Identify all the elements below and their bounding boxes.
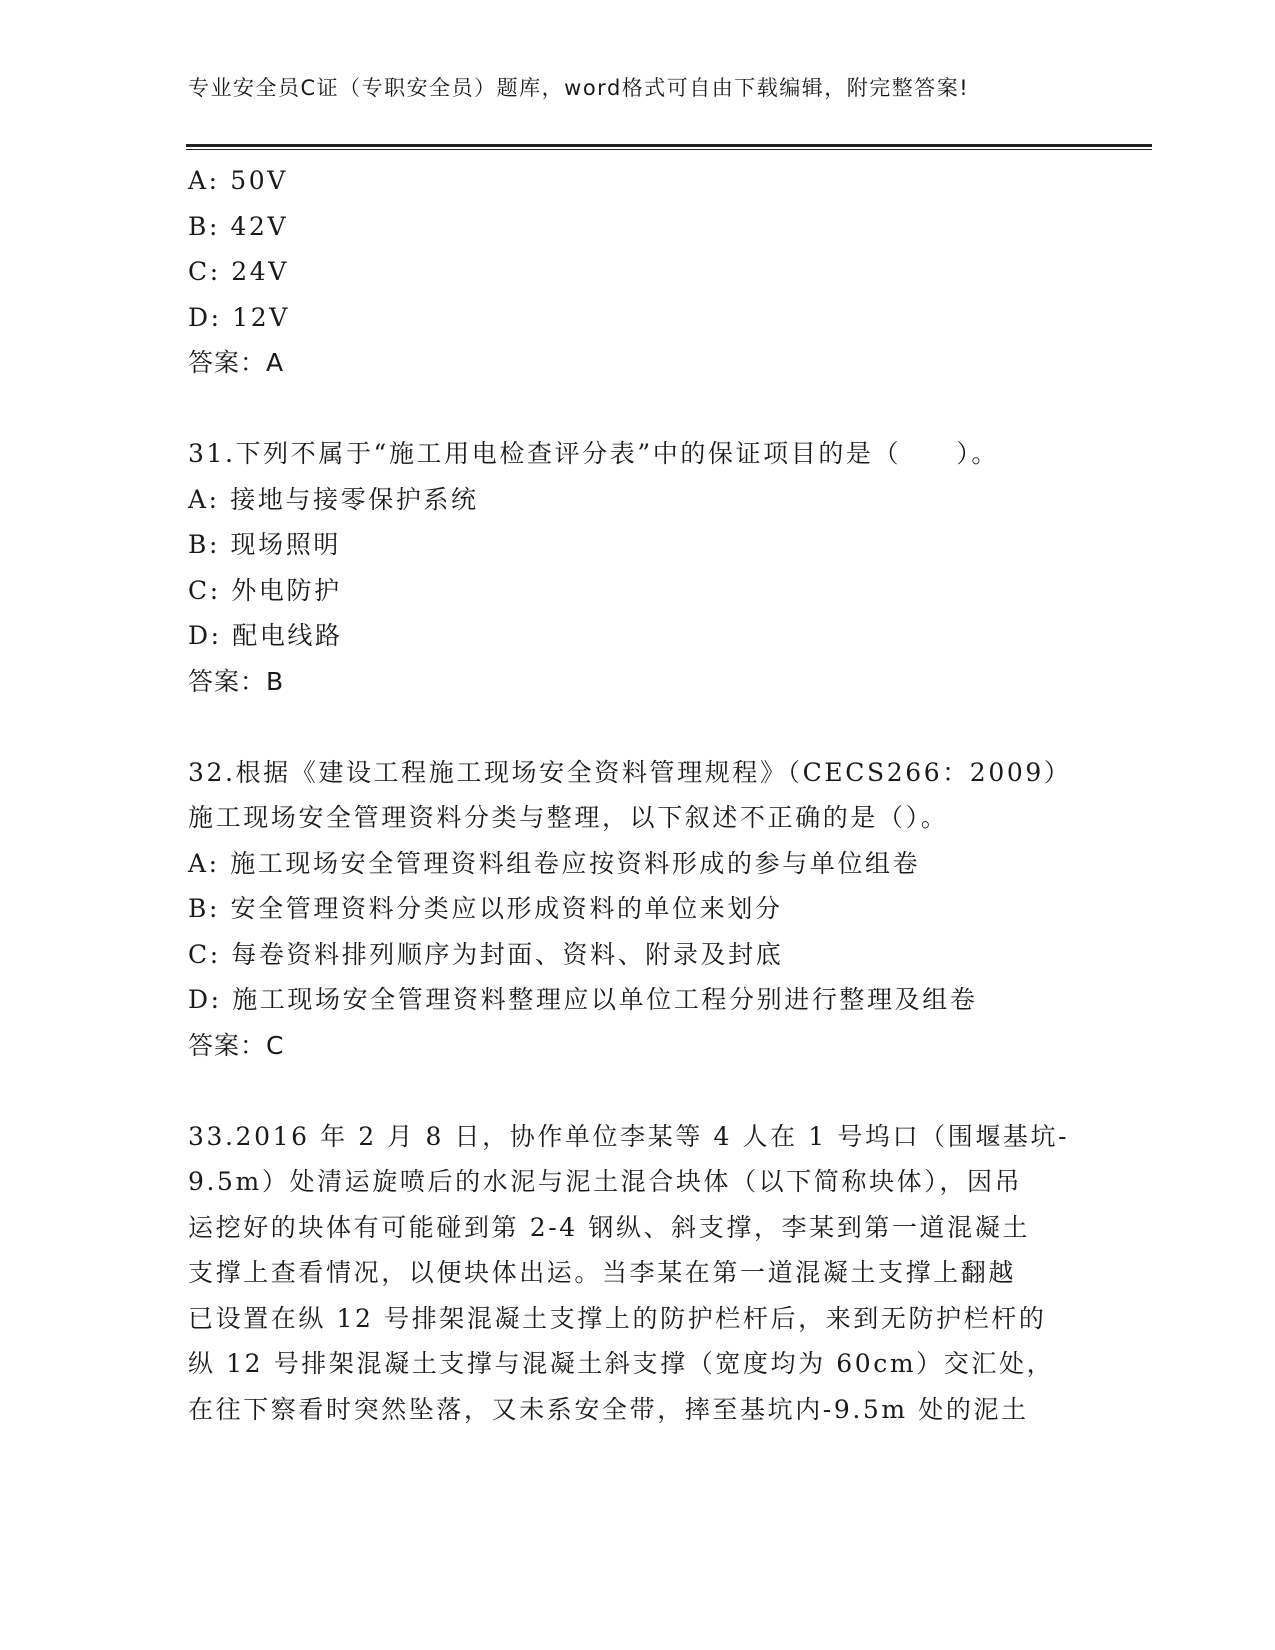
option-c: C: 24V bbox=[188, 257, 289, 286]
option-c: C: 外电防护 bbox=[188, 575, 342, 605]
option-d: D: 配电线路 bbox=[188, 621, 343, 650]
question-stem-line-5: 已设置在纵 12 号排架混凝土支撑上的防护栏杆后，来到无防护栏杆的 bbox=[188, 1303, 1047, 1333]
option-a: A: 50V bbox=[188, 166, 288, 195]
question-stem-line-6: 纵 12 号排架混凝土支撑与混凝土斜支撑（宽度均为 60cm）交汇处， bbox=[188, 1349, 1055, 1378]
option-a: A: 施工现场安全管理资料组卷应按资料形成的参与单位组卷 bbox=[188, 848, 921, 878]
spacer bbox=[188, 1068, 1088, 1114]
answer: 答案：C bbox=[188, 1030, 285, 1060]
question-stem: 31.下列不属于“施工用电检查评分表”中的保证项目的是（ ）。 bbox=[188, 439, 1000, 468]
question-stem-line-2: 9.5m）处清运旋喷后的水泥与泥土混合块体（以下简称块体），因吊 bbox=[188, 1167, 1023, 1196]
question-stem-line-3: 运挖好的块体有可能碰到第 2-4 钢纵、斜支撑，李某到第一道混凝土 bbox=[188, 1212, 1030, 1242]
header-rule-thick bbox=[186, 144, 1152, 147]
question-content bbox=[188, 158, 1088, 1432]
question-stem-line-2: 施工现场安全管理资料分类与整理，以下叙述不正确的是（）。 bbox=[188, 803, 949, 832]
question-stem-line-7: 在往下察看时突然坠落，又未系安全带，摔至基坑内-9.5m 处的泥土 bbox=[188, 1394, 1029, 1424]
header-rule-thin bbox=[186, 149, 1152, 150]
question-stem-line-4: 支撑上查看情况，以便块体出运。当李某在第一道混凝土支撑上翻越 bbox=[188, 1258, 1017, 1287]
option-a: A: 接地与接零保护系统 bbox=[188, 484, 479, 514]
option-c: C: 每卷资料排列顺序为封面、资料、附录及封底 bbox=[188, 939, 784, 969]
question-stem-line-1: 32.根据《建设工程施工现场安全资料管理规程》（CECS266：2009） bbox=[188, 757, 1072, 787]
option-b: B: 现场照明 bbox=[188, 530, 341, 559]
question-32 bbox=[188, 750, 1088, 1069]
option-d: D: 施工现场安全管理资料整理应以单位工程分别进行整理及组卷 bbox=[188, 985, 978, 1014]
option-d: D: 12V bbox=[188, 302, 290, 332]
option-b: B: 42V bbox=[188, 211, 289, 241]
question-33 bbox=[188, 1114, 1088, 1433]
page-header: 专业安全员C证（专职安全员）题库，word格式可自由下载编辑，附完整答案! bbox=[188, 76, 970, 100]
answer: 答案：B bbox=[188, 666, 285, 696]
question-stem-line-1: 33.2016 年 2 月 8 日，协作单位李某等 4 人在 1 号坞口（围堰基坑- bbox=[188, 1121, 1070, 1151]
answer: 答案：A bbox=[188, 348, 285, 377]
question-30-tail bbox=[188, 158, 1088, 386]
option-b: B: 安全管理资料分类应以形成资料的单位来划分 bbox=[188, 894, 783, 923]
spacer bbox=[188, 386, 1088, 432]
question-31 bbox=[188, 431, 1088, 704]
spacer bbox=[188, 704, 1088, 750]
